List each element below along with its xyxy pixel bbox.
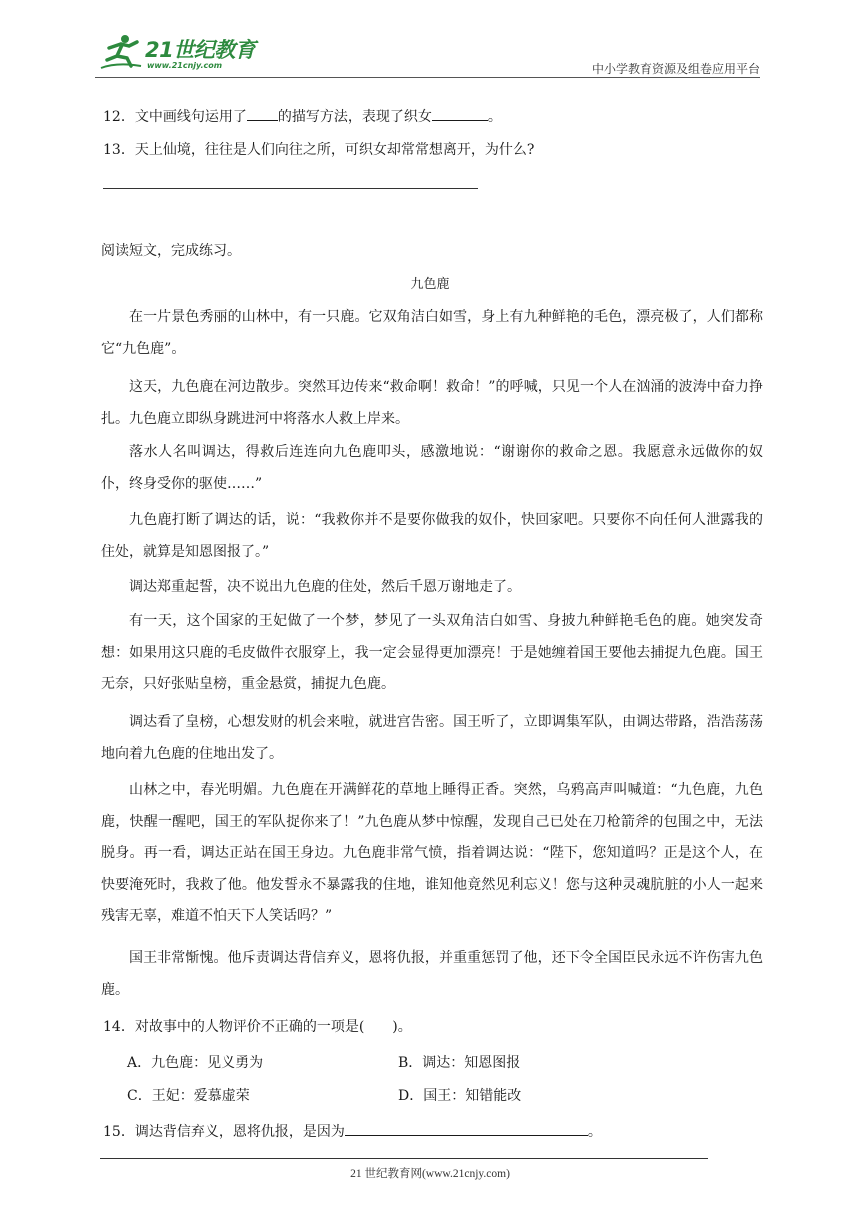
q15-text-c: 。 [587,1124,602,1140]
q12-text-c: 。 [487,109,502,125]
question-14: 14．对故事中的人物评价不正确的一项是( )。 [103,1019,412,1035]
question-15 [103,1120,602,1142]
story-paragraph: 这天，九色鹿在河边散步。突然耳边传来“救命啊！救命！”的呼喊，只见一个人在汹涌的波涛中奋力挣扎。九色鹿立即纵身跳进河中将落水人救上岸来。 [101,379,763,427]
header-divider [95,77,760,78]
story-paragraph: 山林之中，春光明媚。九色鹿在开满鲜花的草地上睡得正香。突然，乌鸦高声叫喊道：“九色鹿，九色鹿，快醒一醒吧，国王的军队捉你来了！”九色鹿从梦中惊醒，发现自己已处在刀枪箭斧的包围之中，无法脱身。再一看，调达正站在国王身边。九色鹿非常气愤，指着调达说：“陛下，您知道吗？正是这个人，在快要淹死时，我救了他。他发誓永不暴露我的住地，谁知他竟然见利忘义！您与这种灵魂肮脏的小人一起来残害无辜，难道不怕天下人笑话吗？” [101,782,763,924]
q14-option-d[interactable]: D．国王：知错能改 [398,1088,522,1104]
platform-name: 中小学教育资源及组卷应用平台 [591,62,760,76]
q12-blank-2[interactable] [432,105,488,121]
footer-divider [100,1158,708,1159]
q14-option-c[interactable]: C．王妃：爱慕虚荣 [127,1088,250,1104]
page-header [95,30,760,80]
story-paragraph: 落水人名叫调达，得救后连连向九色鹿叩头，感激地说：“谢谢你的救命之恩。我愿意永远做你的奴仆，终身受你的驱使……” [101,444,763,492]
q13-answer-line[interactable] [103,188,478,189]
story-paragraph: 调达郑重起誓，决不说出九色鹿的住处，然后千恩万谢地走了。 [129,579,521,595]
page-footer: 21 世纪教育网(www.21cnjy.com) [350,1168,510,1180]
q15-blank[interactable] [345,1120,588,1136]
question-13: 13．天上仙境，往往是人们向往之所，可织女却常常想离开，为什么? [103,142,535,158]
reading-intro: 阅读短文，完成练习。 [101,243,241,259]
story-paragraph: 在一片景色秀丽的山林中，有一只鹿。它双角洁白如雪，身上有九种鲜艳的毛色，漂亮极了，人们都称它“九色鹿”。 [101,309,763,357]
story-paragraph: 有一天，这个国家的王妃做了一个梦，梦见了一头双角洁白如雪、身披九种鲜艳毛色的鹿。她突发奇想：如果用这只鹿的毛皮做件衣服穿上，我一定会显得更加漂亮！于是她缠着国王要他去捕捉九色鹿。国王无奈，只好张贴皇榜，重金悬赏，捕捉九色鹿。 [101,613,763,692]
story-paragraph: 九色鹿打断了调达的话，说：“我救你并不是要你做我的奴仆，快回家吧。只要你不向任何人泄露我的住处，就算是知恩图报了。” [101,512,763,560]
q14-option-b[interactable]: B．调达：知恩图报 [398,1055,521,1071]
story-paragraph: 调达看了皇榜，心想发财的机会来啦，就进宫告密。国王听了，立即调集军队，由调达带路，浩浩荡荡地向着九色鹿的住地出发了。 [101,714,763,762]
runner-logo-icon [95,32,147,76]
q12-text-b: 的描写方法，表现了织女 [277,109,432,125]
q12-blank-1[interactable] [247,105,278,121]
q15-text-a: 15．调达背信弃义，恩将仇报，是因为 [103,1124,345,1140]
q14-option-a[interactable]: A．九色鹿：见义勇为 [127,1055,264,1071]
q12-text-a: 12．文中画线句运用了 [103,109,247,125]
logo-text: 21世纪教育 [145,38,256,62]
story-paragraph: 国王非常惭愧。他斥责调达背信弃义，恩将仇报，并重重惩罚了他，还下令全国臣民永远不许伤害九色鹿。 [101,950,763,998]
question-12 [103,105,502,127]
logo [95,30,265,78]
logo-url: www.21cnjy.com [147,61,223,70]
story-title: 九色鹿 [410,277,450,292]
